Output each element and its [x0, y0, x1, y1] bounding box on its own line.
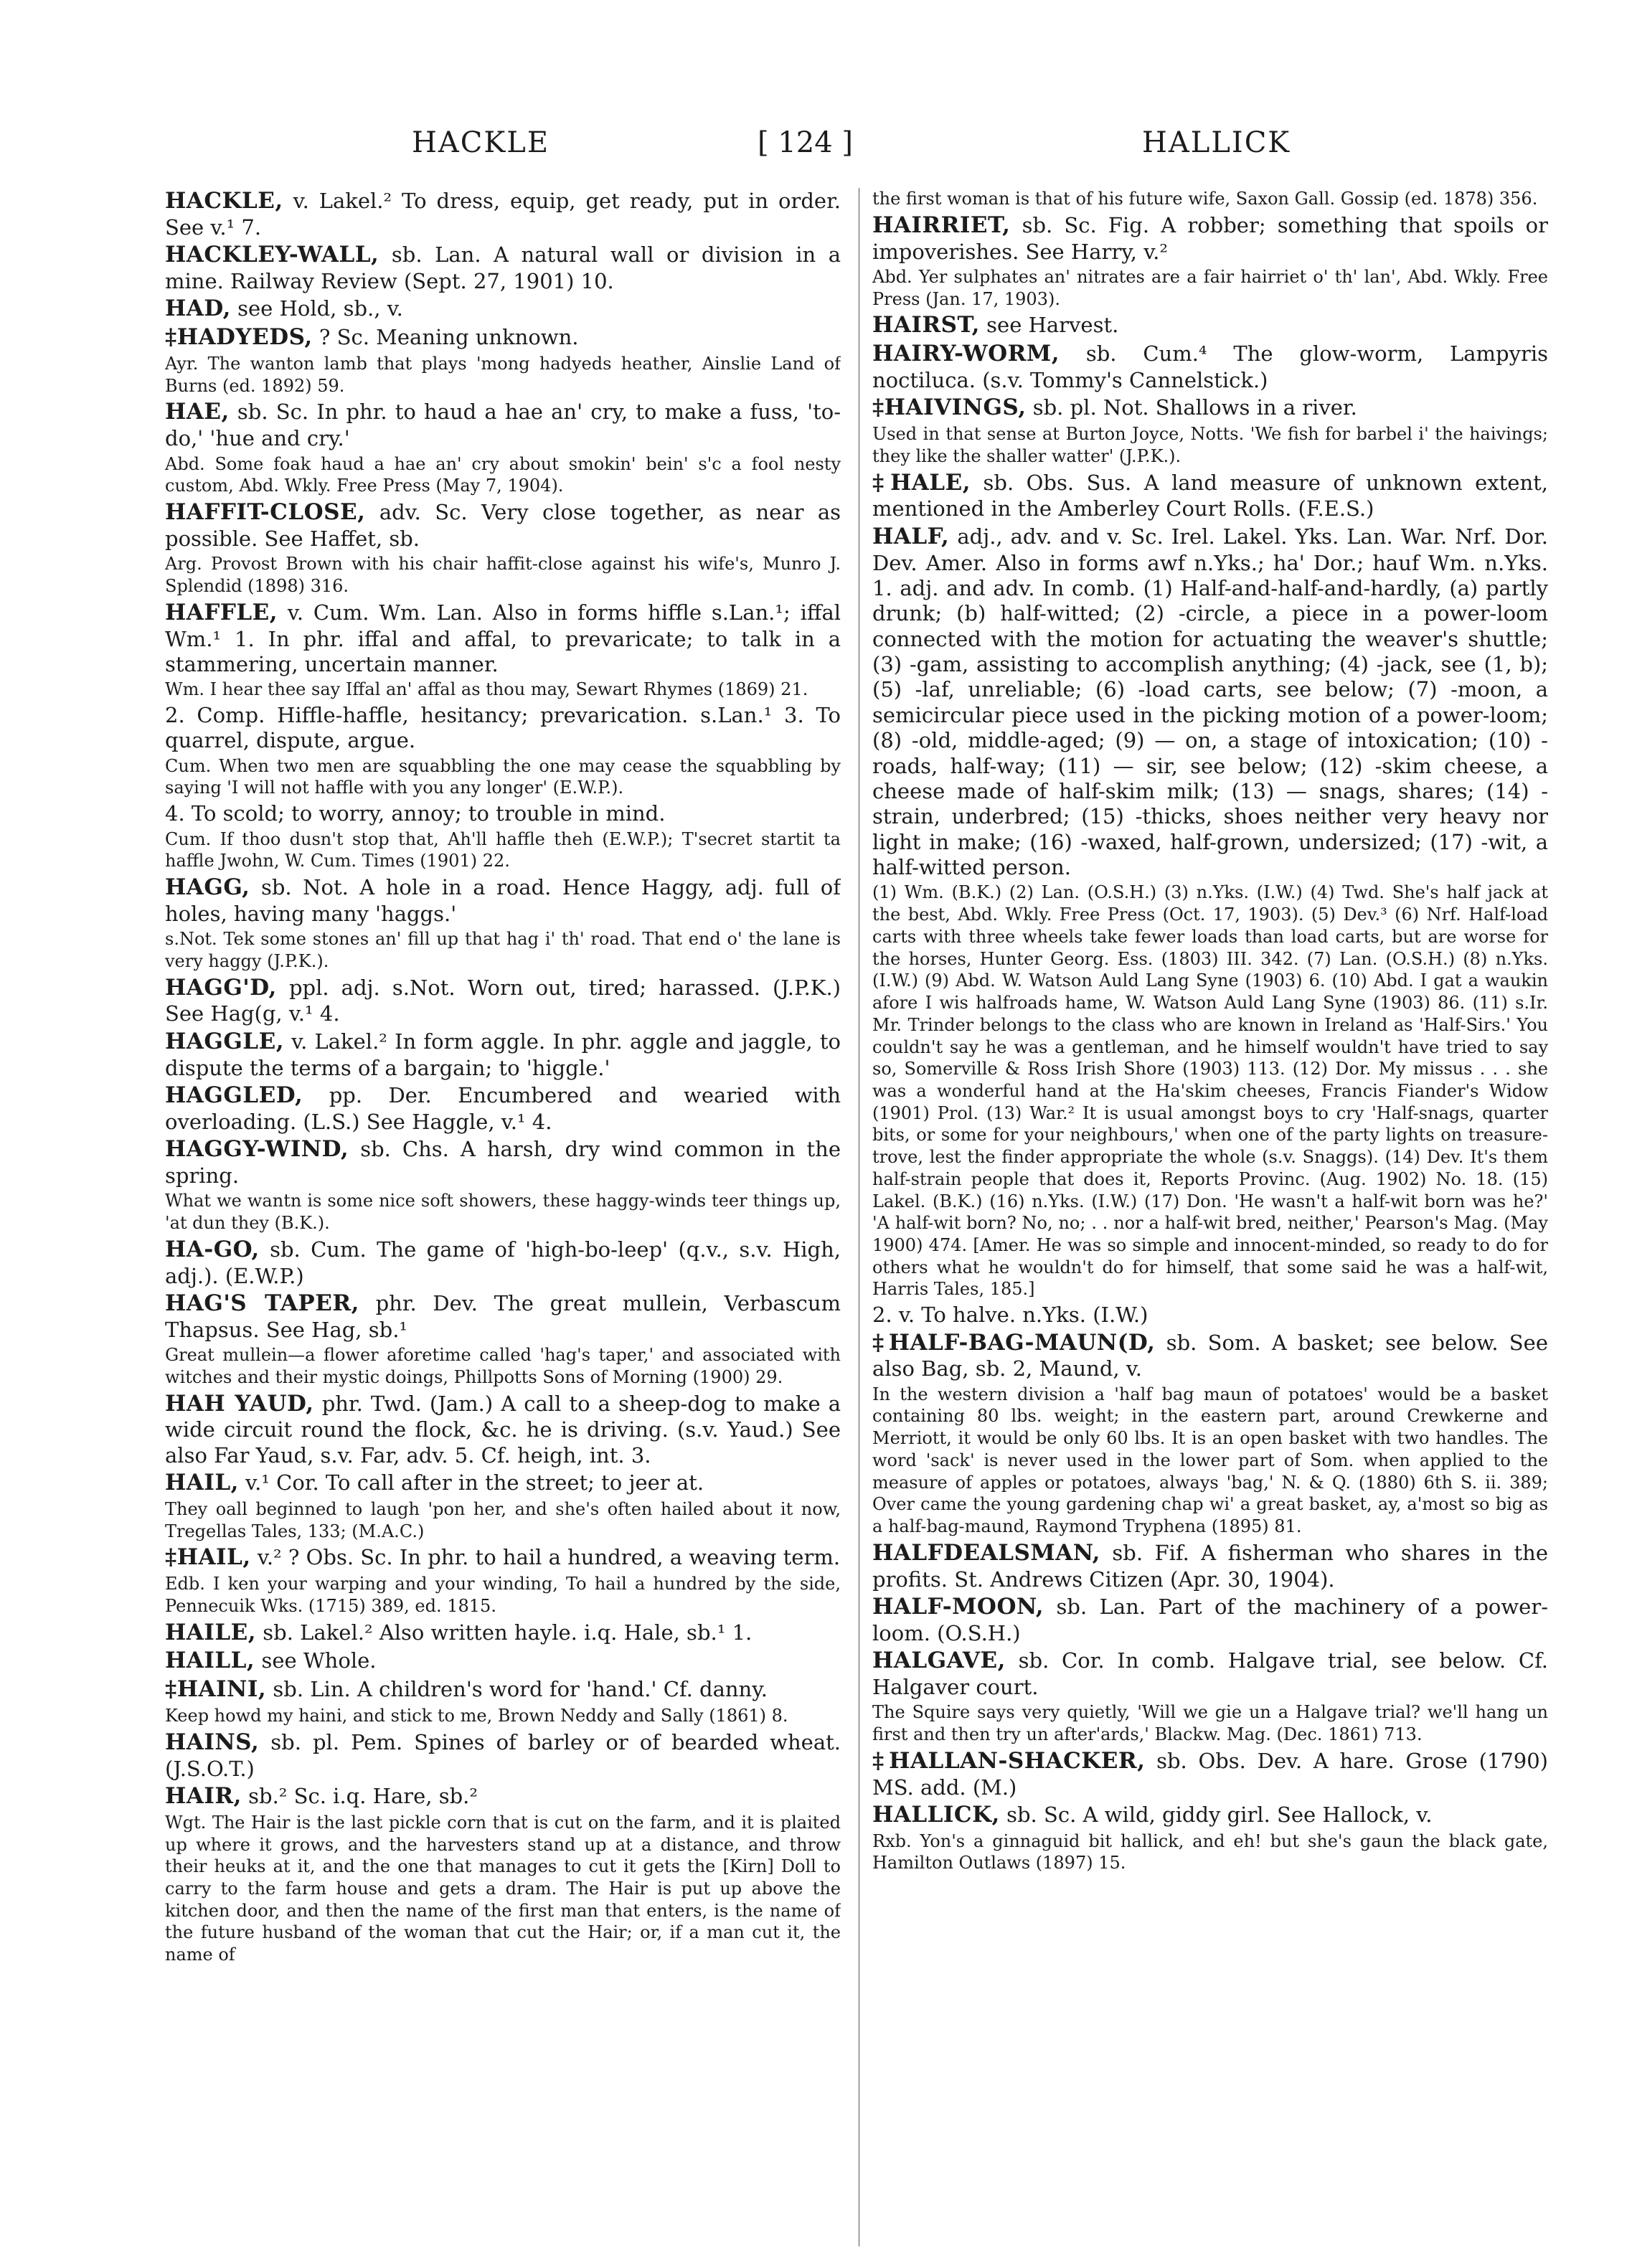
definition: sb. Lakel.² Also written hayle. i.q. Hale, sb.¹ 1.	[263, 1620, 753, 1645]
definition: see Whole.	[261, 1648, 377, 1673]
definition: sb.² Sc. i.q. Hare, sb.²	[248, 1784, 478, 1808]
headword: HAH YAUD,	[165, 1390, 314, 1417]
definition: sb. Sc. A wild, giddy girl. See Hallock, v.	[1006, 1802, 1433, 1827]
definition: sb. Cor. In comb. Halgave trial, see below. Cf. Halgaver court.	[872, 1648, 1548, 1699]
dictionary-entry	[165, 1783, 841, 1810]
headword: HALF-MOON,	[872, 1593, 1044, 1620]
dictionary-entry	[165, 242, 841, 294]
dictionary-entry	[872, 394, 1548, 422]
definition: sb. Lan. A natural wall or division in a mine. Railway Review (Sept. 27, 1901) 10.	[165, 242, 841, 293]
headword: HACKLEY-WALL,	[165, 242, 379, 268]
definition: 2. v. To halve. n.Yks. (I.W.)	[872, 1303, 1148, 1328]
headword: HAFFIT-CLOSE,	[165, 499, 366, 526]
citation-quote: (1) Wm. (B.K.) (2) Lan. (O.S.H.) (3) n.Yks. (I.W.) (4) Twd. She's half jack at the best, Abd. Wkly. Free Press (Oct. 17, 1903). (5) Dev.³ (6) Nrf. Half-load carts with three wheels take fewer loads than load carts, but are worse for the horses, Hunter Georg. Ess. (1803) III. 342. (7) Lan. (O.S.H.) (8) n.Yks. (I.W.) (9) Abd. W. Watson Auld Lang Syne (1903) 6. (10) Abd. I gat a waukin afore I wis halfroads hame, W. Watson Auld Lang Syne (1903) 86. (11) s.Ir. Mr. Trinder belongs to the class who are known in Ireland as 'Half-Sirs.' You couldn't say he was a gentleman, and he himself wouldn't have tried to say so, Somerville & Ross Irish Shore (1903) 113. (12) Dor. My missus . . . she was a wonderful hand at the Ha'skim cheeses, Francis Fiander's Widow (1901) Prol. (13) War.² It is usual amongst boys to cry 'Half-snags, quarter bits, or some for your neighbours,' when one of the party lights on treasure-trove, lest the finder appropriate the whole (s.v. Snaggs). (14) Dev. It's them half-strain people that does it, Reports Provinc. (Aug. 1902) No. 18. (15) Lakel. (B.K.) (16) n.Yks. (I.W.) (17) Don. 'He wasn't a half-wit born was he?' 'A half-wit born? No, no; . . nor a half-wit bred, neither,' Pearson's Mag. (May 1900) 474. [Amer. He was so simple and innocent-minded, so ready to do for others what he wouldn't do for himself, that some said he was a half-wit, Harris Tales, 185.]	[872, 882, 1548, 1300]
citation-quote: Abd. Some foak haud a hae an' cry about smokin' bein' s'c a fool nesty custom, Abd. Wkly. Free Press (May 7, 1904).	[165, 453, 841, 496]
citation-quote: Ayr. The wanton lamb that plays 'mong hadyeds heather, Ainslie Land of Burns (ed. 1892) 59.	[165, 354, 841, 396]
dictionary-entry	[165, 324, 841, 351]
running-head-left: HACKLE	[412, 126, 550, 159]
definition: v. Lakel.² In form aggle. In phr. aggle and jaggle, to dispute the terms of a bargain; to 'higgle.'	[165, 1029, 841, 1080]
headword: ‡HAIL,	[165, 1544, 251, 1571]
headword: HA-GO,	[165, 1236, 260, 1262]
dictionary-entry	[165, 975, 841, 1027]
dictionary-entry	[872, 1594, 1548, 1646]
dictionary-entry	[872, 1540, 1548, 1592]
headword: HAD,	[165, 296, 231, 322]
definition: 2. Comp. Hiffle-haffle, hesitancy; prevarication. s.Lan.¹ 3. To quarrel, dispute, argue.	[165, 702, 841, 753]
dictionary-entry	[165, 1544, 841, 1572]
definition: sb. pl. Pem. Spines of barley or of bearded wheat. (J.S.O.T.)	[165, 1729, 841, 1781]
headword: HAFFLE,	[165, 599, 278, 625]
dictionary-entry	[872, 341, 1548, 393]
headword: HAE,	[165, 399, 230, 425]
citation-quote: Cum. When two men are squabbling the one may cease the squabbling by saying 'I will not haffle with you any longer' (E.W.P.).	[165, 755, 841, 798]
dictionary-entry	[165, 874, 841, 927]
headword: HAGGLE,	[165, 1028, 285, 1054]
definition: sb. Cum. The game of 'high-bo-leep' (q.v., s.v. High, adj.). (E.W.P.)	[165, 1237, 841, 1288]
headword: ‡HAIVINGS,	[872, 394, 1027, 421]
citation-quote: What we wantn is some nice soft showers, these haggy-winds teer things up, 'at dun they (B.K.).	[165, 1191, 841, 1234]
definition: sb. Lan. Part of the machinery of a power-loom. (O.S.H.)	[872, 1594, 1548, 1645]
headword: ‡HALLAN-SHACKER,	[872, 1747, 1146, 1774]
citation-quote: In the western division a 'half bag maun of potatoes' would be a basket containing 80 lbs. weight; in the eastern part, around Crewkerne and Merriott, it would be only 60 lbs. It is an open basket with two handles. The word 'sack' is never used in the lower part of Som. when applied to the measure of apples or potatoes, always 'bag,' N. & Q. (1880) 6th S. ii. 389; Over came the young gardening chap wi' a great basket, ay, a'most so big as a half-bag-maund, Raymond Tryphena (1895) 81.	[872, 1384, 1548, 1536]
running-head-right: HALLICK	[1142, 126, 1291, 159]
definition: see Hold, sb., v.	[237, 296, 403, 321]
citation-quote: They oall beginned to laugh 'pon her, and she's often hailed about it now, Tregellas Tales, 133; (M.A.C.)	[165, 1498, 841, 1541]
dictionary-entry	[165, 1391, 841, 1469]
headword: HACKLE,	[165, 188, 283, 214]
left-column	[165, 188, 841, 2239]
dictionary-entry	[872, 1802, 1548, 1829]
page-header	[0, 126, 1632, 169]
dictionary-entry	[165, 499, 841, 552]
citation-quote: Wgt. The Hair is the last pickle corn that is cut on the farm, and it is plaited up where it grows, and the harvesters stand up at a distance, and throw their heuks at it, and the one that manages to cut it gets the [Kirn] Doll to carry to the farm house and gets a dram. The Hair is put up above the kitchen door, and then the name of the first man that enters, is the name of the future husband of the woman that cut the Hair; or, if a man cut it, the name of	[165, 1812, 841, 1965]
headword: ‡HADYEDS,	[165, 324, 313, 351]
citation-quote: Abd. Yer sulphates an' nitrates are a fair hairriet o' th' lan', Abd. Wkly. Free Press (Jan. 17, 1903).	[872, 266, 1548, 309]
dictionary-entry	[165, 1290, 841, 1343]
citation-quote: Cum. If thoo dusn't stop that, Ah'll haffle theh (E.W.P.); T'secret startit ta haffle Jwohn, W. Cum. Times (1901) 22.	[165, 828, 841, 871]
dictionary-entry	[165, 1648, 841, 1675]
dictionary-entry	[165, 1620, 841, 1647]
headword: HAIRST,	[872, 312, 980, 339]
definition: sb. Sc. Fig. A robber; something that spoils or impoverishes. See Harry, v.²	[872, 212, 1548, 264]
dictionary-entry	[872, 470, 1548, 522]
citation-quote: Edb. I ken your warping and your winding, To hail a hundred by the side, Pennecuik Wks. (1715) 389, ed. 1815.	[165, 1574, 841, 1616]
citation-quote: Keep howd my haini, and stick to me, Brown Neddy and Sally (1861) 8.	[165, 1706, 788, 1726]
definition: ppl. adj. s.Not. Worn out, tired; harassed. (J.P.K.) See Hag(g, v.¹ 4.	[165, 975, 841, 1026]
dictionary-entry	[872, 1748, 1548, 1800]
dictionary-entry	[872, 1303, 1548, 1328]
headword: HALFDEALSMAN,	[872, 1539, 1100, 1566]
dictionary-entry	[872, 212, 1548, 265]
definition: sb. Obs. Sus. A land measure of unknown extent, mentioned in the Amberley Court Rolls. (F.E.S.)	[872, 470, 1548, 521]
dictionary-entry	[872, 1648, 1548, 1700]
citation-quote: Wm. I hear thee say Iffal an' affal as thou may, Sewart Rhymes (1869) 21.	[165, 679, 808, 700]
definition: v. Cum. Wm. Lan. Also in forms hiffle s.Lan.¹; iffal Wm.¹ 1. In phr. iffal and affal, to prevaricate; to talk in a stammering, uncertain manner.	[165, 600, 841, 676]
definition: sb. Lin. A children's word for 'hand.' Cf. danny.	[273, 1677, 768, 1702]
definition: sb. Fif. A fisherman who shares in the profits. St. Andrews Citizen (Apr. 30, 1904).	[872, 1540, 1548, 1592]
dictionary-entry	[165, 399, 841, 451]
dictionary-entry	[165, 703, 841, 754]
dictionary-entry	[872, 1330, 1548, 1382]
headword: ‡HALE,	[872, 469, 971, 496]
dictionary-entry	[165, 600, 841, 678]
citation-quote: s.Not. Tek some stones an' fill up that hag i' th' road. That end o' the lane is very haggy (J.P.K.).	[165, 929, 841, 971]
citation-quote: the first woman is that of his future wife, Saxon Gall. Gossip (ed. 1878) 356.	[872, 189, 1538, 209]
headword: HAGGLED,	[165, 1082, 303, 1108]
definition: sb. Obs. Dev. A hare. Grose (1790) MS. add. (M.)	[872, 1748, 1548, 1800]
dictionary-entry	[165, 188, 841, 240]
dictionary-entry	[165, 801, 841, 826]
headword: HAGG,	[165, 874, 250, 900]
definition: 4. To scold; to worry, annoy; to trouble in mind.	[165, 801, 666, 826]
citation-quote: Arg. Provost Brown with his chair haffit-close against his wife's, Munro J. Splendid (1898) 316.	[165, 554, 841, 596]
dictionary-entry	[872, 524, 1548, 881]
headword: HAIRY-WORM,	[872, 341, 1060, 367]
definition: sb. Not. A hole in a road. Hence Haggy, adj. full of holes, having many 'haggs.'	[165, 874, 841, 926]
definition: adj., adv. and v. Sc. Irel. Lakel. Yks. Lan. War. Nrf. Dor. Dev. Amer. Also in forms awf n.Yks.; ha' Dor.; hauf Wm. n.Yks. 1. adj. and adv. In comb. (1) Half-and-half-and-hardly, (a) partly drunk; (b) half-witted; (2) -circle, a piece in a power-loom connected with the motion for actuating the weaver's shuttle; (3) -gam, assisting to accomplish anything; (4) -jack, see (1, b); (5) -laf, unreliable; (6) -load carts, see below; (7) -moon, a semicircular piece used in the picking motion of a power-loom; (8) -old, middle-aged; (9) — on, a stage of intoxication; (10) -roads, half-way; (11) — sir, see below; (12) -skim cheese, a cheese made of half-skim milk; (13) — snags, shares; (14) -strain, underbred; (15) -thicks, shoes neither very heavy nor light in make; (16) -waxed, half-grown, undersized; (17) -wit, a half-witted person.	[872, 524, 1548, 880]
definition: ? Sc. Meaning unknown.	[319, 325, 579, 350]
definition: sb. pl. Not. Shallows in a river.	[1032, 395, 1357, 420]
dictionary-entry	[165, 1237, 841, 1289]
citation-quote: Great mullein—a flower aforetime called 'hag's taper,' and associated with witches and their mystic doings, Phillpotts Sons of Morning (1900) 29.	[165, 1345, 841, 1387]
headword: HAIR,	[165, 1783, 242, 1809]
right-column	[872, 188, 1548, 2239]
headword: HAG'S TAPER,	[165, 1290, 359, 1316]
dictionary-entry	[872, 312, 1548, 339]
headword: HALLICK,	[872, 1801, 1000, 1828]
headword: HALGAVE,	[872, 1648, 1006, 1674]
definition: v. Lakel.² To dress, equip, get ready, put in order. See v.¹ 7.	[165, 189, 841, 240]
definition: see Harvest.	[986, 313, 1119, 338]
dictionary-entry	[165, 1729, 841, 1782]
definition: v.² ? Obs. Sc. In phr. to hail a hundred, a weaving term.	[257, 1545, 841, 1570]
definition: sb. Cum.⁴ The glow-worm, Lampyris noctiluca. (s.v. Tommy's Cannelstick.)	[872, 341, 1548, 392]
dictionary-entry	[165, 1470, 841, 1497]
definition: pp. Der. Encumbered and wearied with overloading. (L.S.) See Haggle, v.¹ 4.	[165, 1082, 841, 1134]
headword: HAGG'D,	[165, 974, 277, 1001]
dictionary-entry	[165, 1029, 841, 1081]
citation-quote: Used in that sense at Burton Joyce, Notts. 'We fish for barbel i' the haivings; they like the shaller watter' (J.P.K.).	[872, 424, 1548, 466]
headword: HAILL,	[165, 1648, 255, 1674]
definition: phr. Dev. The great mullein, Verbascum Thapsus. See Hag, sb.¹	[165, 1290, 841, 1342]
definition: adv. Sc. Very close together, as near as possible. See Haffet, sb.	[165, 500, 841, 551]
citation-quote: The Squire says very quietly, 'Will we gie un a Halgave trial? we'll hang un first and then try un after'ards,' Blackw. Mag. (Dec. 1861) 713.	[872, 1702, 1548, 1744]
definition: sb. Sc. In phr. to haud a hae an' cry, to make a fuss, 'to-do,' 'hue and cry.'	[165, 400, 841, 451]
headword: HAGGY-WIND,	[165, 1136, 349, 1163]
citation-quote: Rxb. Yon's a ginnaguid bit hallick, and eh! but she's gaun the black gate, Hamilton Outlaws (1897) 15.	[872, 1830, 1548, 1874]
headword: HALF,	[872, 523, 950, 549]
dictionary-entry	[165, 1082, 841, 1135]
definition: v.¹ Cor. To call after in the street; to jeer at.	[245, 1470, 704, 1496]
definition: sb. Som. A basket; see below. See also Bag, sb. 2, Maund, v.	[872, 1330, 1548, 1381]
dictionary-entry	[165, 296, 841, 323]
dictionary-entry	[165, 1136, 841, 1189]
page-number: [ 124 ]	[758, 126, 853, 159]
headword: HAIRRIET,	[872, 212, 1011, 238]
headword: ‡HAINI,	[165, 1676, 267, 1703]
definition: sb. Chs. A harsh, dry wind common in the spring.	[165, 1137, 841, 1188]
headword: ‡HALF-BAG-MAUN(D,	[872, 1329, 1156, 1356]
headword: HAILE,	[165, 1619, 257, 1645]
headword: HAINS,	[165, 1729, 260, 1755]
headword: HAIL,	[165, 1470, 239, 1496]
dictionary-entry	[165, 1676, 841, 1704]
definition: phr. Twd. (Jam.) A call to a sheep-dog to make a wide circuit round the flock, &c. he is driving. (s.v. Yaud.) See also Far Yaud, s.v. Far, adv. 5. Cf. heigh, int. 3.	[165, 1391, 841, 1468]
